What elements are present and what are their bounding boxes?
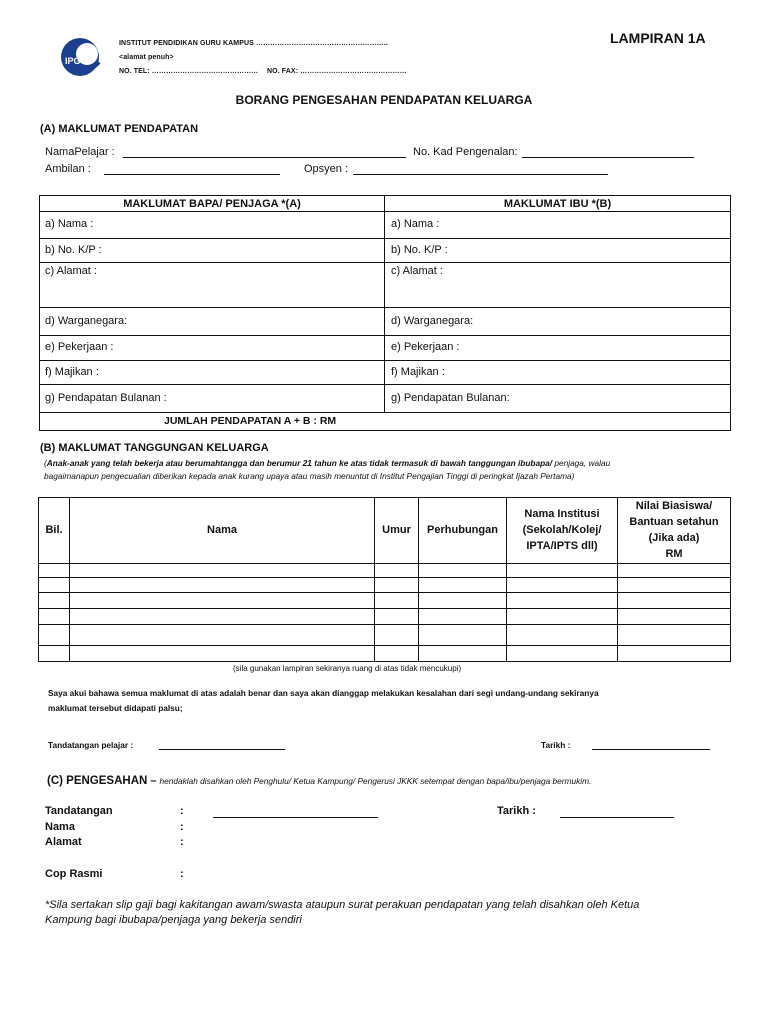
student-name-label: NamaPelajar : (45, 146, 115, 158)
col-biasiswa-2: Bantuan setahun (629, 516, 719, 528)
mother-name: a) Nama : (391, 218, 440, 230)
father-name: a) Nama : (45, 218, 94, 230)
ic-label: No. Kad Pengenalan: (413, 146, 518, 158)
father-income: g) Pendapatan Bulanan : (45, 392, 167, 404)
father-employer: f) Majikan : (45, 366, 99, 378)
verifier-signature-colon: : (180, 805, 184, 817)
father-header: MAKLUMAT BAPA/ PENJAGA *(A) (123, 198, 301, 210)
col-institusi-3: IPTA/IPTS dll) (526, 540, 598, 552)
institute-name: INSTITUT PENDIDIKAN GURU KAMPUS ……………………………………………….. (119, 40, 388, 47)
father-ic: b) No. K/P : (45, 244, 102, 256)
student-signature-line[interactable] (159, 749, 285, 750)
col-bil: Bil. (45, 524, 63, 536)
verifier-signature-label: Tandatangan (45, 805, 113, 817)
student-signature-label: Tandatangan pelajar : (48, 740, 134, 750)
verifier-name-colon: : (180, 821, 184, 833)
option-label: Opsyen : (304, 163, 349, 175)
intake-label: Ambilan : (45, 163, 91, 175)
father-citizenship: d) Warganegara: (45, 315, 128, 327)
institute-phone: NO. TEL: ……………………………………… (119, 68, 259, 75)
official-stamp-label: Cop Rasmi (45, 868, 103, 880)
note-open: ( (44, 458, 47, 468)
mother-header: MAKLUMAT IBU *(B) (503, 198, 612, 210)
footnote-line2: Kampung bagi ibubapa/penjaga yang bekerja sendiri (45, 914, 302, 926)
note-rest: penjaga, walau (552, 458, 611, 468)
section-b-note-line2: bagaimanapun pengecualian diberikan kepada anak kurang upaya atau masih menuntut di Institut Pengajian Tinggi di peringkat Ijazah Pertama) (44, 471, 575, 481)
mother-citizenship: d) Warganegara: (391, 315, 474, 327)
father-address: c) Alamat : (45, 265, 97, 277)
student-date-line[interactable] (592, 749, 710, 750)
col-perhubungan: Perhubungan (427, 524, 498, 536)
appendix-label: LAMPIRAN 1A (610, 30, 706, 46)
col-institusi-1: Nama Institusi (524, 508, 600, 520)
verifier-date-line[interactable] (560, 817, 674, 818)
verifier-name-label: Nama (45, 821, 75, 833)
mother-employer: f) Majikan : (391, 366, 445, 378)
logo-icon (57, 32, 103, 82)
col-biasiswa-1: Nilai Biasiswa/ (635, 500, 713, 512)
verifier-address-label: Alamat (45, 836, 82, 848)
mother-income: g) Pendapatan Bulanan: (391, 392, 510, 404)
footnote-line1: *Sila sertakan slip gaji bagi kakitangan awam/swasta ataupun surat perakuan pendapatan yang telah disahkan oleh Ketua (45, 899, 640, 911)
institute-address: <alamat penuh> (119, 54, 174, 61)
col-biasiswa-4: RM (665, 548, 683, 560)
note-bold: Anak-anak yang telah bekerja atau berumahtangga dan berumur 21 tahun ke atas tidak termasuk di bawah tanggungan ibubapa/ (46, 458, 553, 468)
col-biasiswa-3: (Jika ada) (648, 532, 700, 544)
verifier-signature-line[interactable] (213, 817, 378, 818)
section-b-note-line1 (44, 458, 610, 468)
section-a-heading: (A) MAKLUMAT PENDAPATAN (40, 123, 199, 135)
col-nama: Nama (207, 524, 237, 536)
section-b-heading: (B) MAKLUMAT TANGGUNGAN KELUARGA (40, 442, 269, 454)
section-c-note: hendaklah disahkan oleh Penghulu/ Ketua Kampung/ Pengerusi JKKK setempat dengan bapa/ibu/penjaga bermukim. (159, 776, 592, 786)
declaration-line2: maklumat tersebut didapati palsu; (48, 703, 183, 713)
col-umur: Umur (382, 524, 411, 536)
col-institusi-2: (Sekolah/Kolej/ (522, 524, 602, 536)
father-occupation: e) Pekerjaan : (45, 341, 114, 353)
student-date-label: Tarikh : (541, 740, 571, 750)
official-stamp-colon: : (180, 868, 184, 880)
section-c-heading: (C) PENGESAHAN (47, 775, 148, 787)
verifier-address-colon: : (180, 836, 184, 848)
institute-logo (57, 32, 103, 82)
total-income: JUMLAH PENDAPATAN A + B : RM (164, 415, 337, 427)
option-line[interactable] (353, 174, 608, 175)
ic-line[interactable] (522, 157, 694, 158)
dependents-footer-note: (sila gunakan lampiran sekiranya ruang di atas tidak mencukupi) (233, 664, 462, 673)
student-name-line[interactable] (123, 157, 406, 158)
section-c-dash: – (147, 775, 160, 787)
institute-fax: NO. FAX: ……………………………………… (267, 68, 407, 75)
mother-ic: b) No. K/P : (391, 244, 448, 256)
form-title: BORANG PENGESAHAN PENDAPATAN KELUARGA (235, 93, 533, 107)
mother-address: c) Alamat : (391, 265, 443, 277)
logo-text: IPG (65, 56, 81, 66)
declaration-line1: Saya akui bahawa semua maklumat di atas adalah benar dan saya akan dianggap melakukan kesalahan dari segi undang-undang sekiranya (48, 688, 599, 698)
intake-line[interactable] (104, 174, 280, 175)
section-c-heading-row (47, 771, 591, 789)
mother-occupation: e) Pekerjaan : (391, 341, 460, 353)
verifier-date-label: Tarikh : (497, 805, 536, 817)
